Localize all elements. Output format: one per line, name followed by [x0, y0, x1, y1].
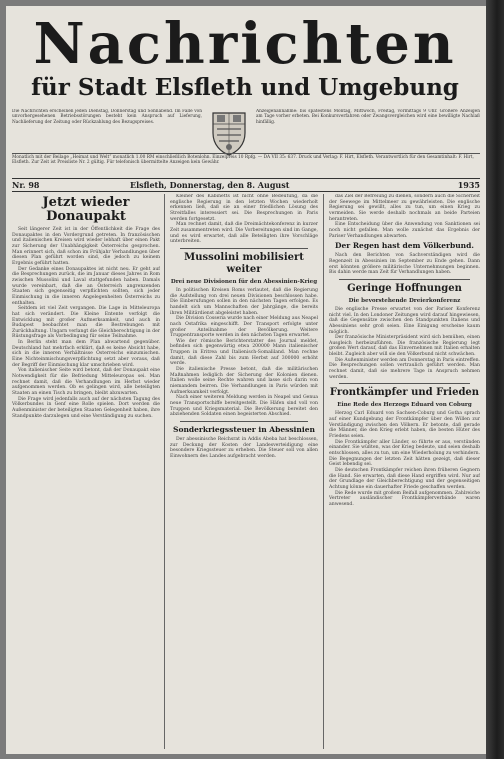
article-separator: [339, 383, 470, 384]
article-separator: [339, 279, 470, 280]
issue-number: Nr. 98: [12, 180, 40, 190]
article-paragraph: Eine Entscheidung über die Anwendung von Sanktionen sei noch nicht gefallen. Man wolle zunächst das Ergebnis der Pariser Verhandlungen abwarten.: [329, 222, 480, 239]
column-rule: [323, 194, 324, 749]
article-paragraph: Wie der römische Berichterstatter des Journal meldet, befinden sich gegenwärtig etwa 200000 Mann italienischer Truppen in Eritrea und Italienisch-Somaliland. Man rechne damit, daß diese Zahl bis zum Herbst auf 300000 erhöht werde.: [170, 338, 318, 367]
article-paragraph: Die Division Cosseria wurde nach einer Meldung aus Neapel nach Ostafrika eingeschifft. Der Transport erfolgte unter großer Anteilnahme der Bevölkerung. Weitere Truppentransporte werden in den nächsten Tagen erwartet.: [170, 316, 318, 339]
article-paragraph: Der Gedanke eines Donaupaktes ist nicht neu. Er geht auf die Besprechungen zurück, die im Januar dieses Jahres in Rom zwischen Mussolini und Laval stattgefunden haben. Damals wurde vereinbart, daß die an Österreich angrenzenden Staaten sich gegenseitig verpflichten sollten, sich jeder Einmischung in die inneren Angelegenheiten Österreichs zu enthalten.: [12, 266, 160, 306]
column-rule: [164, 194, 165, 749]
headline-donaupakt: Jetzt wieder Donaupakt: [42, 195, 130, 224]
dateline-bar: [12, 178, 480, 192]
coat-of-arms-icon: [209, 109, 249, 157]
article-paragraph: Der abessinische Reichsrat in Addis Abeba hat beschlossen, zur Deckung der Kosten der Landesverteidigung eine besondere Kriegssteuer zu erheben. Die Steuer soll von allen Einwohnern des Landes aufgebracht werden.: [170, 437, 318, 459]
article-paragraph: Die italienische Presse betont, daß die militärischen Maßnahmen lediglich der Sicherung der Kolonien dienen. Italien wolle seine Rechte wahren und lasse sich darin von niemandem beirren. Die Verhandlungen in Paris würden mit Aufmerksamkeit verfolgt.: [170, 367, 318, 395]
subheadline-konferenz: Die bevorstehende Dreierkonferenz: [348, 297, 461, 304]
subheadline-rede: Eine Rede des Herzogs Eduard von Coburg: [337, 402, 472, 409]
article-paragraph: Seitdem ist viel Zeit vergangen. Die Lage in Mitteleuropa hat sich verändert. Die Kleine Entente verfolgt die Entwicklung mit großer Aufmerksamkeit, und auch in Budapest beobachtet man die Bestrebungen mit Zurückhaltung. Ungarn verlangt die Gleichberechtigung in der Rüstungsfrage als Vorbedingung für seine Teilnahme.: [12, 306, 160, 340]
masthead-subtitle: für Stadt Elsfleth und Umgebung: [31, 74, 459, 101]
article-paragraph: Seit längerer Zeit ist in der Öffentlichkeit die Frage des Donaupaktes in den Vordergrund getreten. In französischen und italienischen Kreisen wird wieder lebhaft über einen Pakt zur Sicherung der Unabhängigkeit Österreichs gesprochen. Man erinnert sich, daß schon im Frühjahr Verhandlungen über diesen Plan geführt worden sind, die jedoch zu keinem Ergebnis geführt hatten.: [12, 227, 160, 266]
headline-mussolini: Mussolini mobilisiert weiter: [184, 251, 304, 275]
headline-regen: Der Regen hast dem Völkerbund.: [334, 241, 474, 251]
article-paragraph: Die Frage wird jedenfalls auch auf der nächsten Tagung des Völkerbundes in Genf eine Rolle spielen. Dort werden die Außenminister der beteiligten Staaten Gelegenheit haben, ihre Standpunkte darzulegen und eine Verständigung zu suchen.: [12, 396, 160, 419]
masthead-title: Nachrichten: [33, 14, 457, 74]
scanner-binding-edge: [486, 0, 504, 759]
article-paragraph: Man rechnet damit, daß die Dreimächtekonferenz in kurzer Zeit zusammentreten wird. Die Vorbereitungen sind im Gange, und es wird erwartet, daß alle Beteiligten ihre Vorschläge unterbreiten.: [170, 222, 318, 245]
article-paragraph: Die deutschen Frontkämpfer reichen ihren früheren Gegnern die Hand. Sie erwarten, daß diese Hand ergriffen wird. Nur auf der Grundlage der Gleichberechtigung und der gegenseitigen Achtung könne ein dauerhafter Friede geschaffen werden.: [329, 467, 480, 490]
article-paragraph: Die englische Presse erwartet von der Pariser Konferenz nicht viel. In den Londoner Zeitungen wird darauf hingewiesen, daß die Gegensätze zwischen den Standpunkten Italiens und Abessiniens sehr groß seien. Eine Einigung erscheine kaum möglich.: [329, 306, 480, 335]
publication-info: Die Nachrichten erscheinen jeden Dienstag, Donnerstag und Sonnabend. Im Falle von unvorhergesehenen Betriebsstörungen besteht kein Anspruch auf Lieferung, Nachlieferung der Zeitung oder Rückzahlung des Bezugspreises.: [12, 109, 202, 125]
article-paragraph: Von italienischer Seite wird betont, daß der Donaupakt eine Notwendigkeit für die Befriedung Mitteleuropas sei. Man rechnet damit, daß die Verhandlungen im Herbst wieder aufgenommen werden. Ob es gelingen wird, alle beteiligten Staaten an einen Tisch zu bringen, bleibt abzuwarten.: [12, 368, 160, 397]
article-paragraph: Nach einer weiteren Meldung werden in Neapel und Genua neue Transportschiffe bereitgestellt. Die Häfen sind voll von Truppen und Kriegsmaterial. Die Bevölkerung bereitet den abziehenden Soldaten einen begeisterten Abschied.: [170, 395, 318, 418]
article-paragraph: Die Rede wurde mit großem Beifall aufgenommen. Zahlreiche Vertreter ausländischer Frontkämpferverbände waren anwesend.: [329, 490, 480, 507]
issue-year: 1935: [457, 180, 480, 190]
article-paragraph: Kleiner des Kabinetts ist nicht ohne Bedeutung, da die englische Regierung in den letzten Wochen wiederholt erkennen ließ, daß sie an einer friedlichen Lösung des Streitfalles interessiert sei. Die Besprechungen in Paris werden fortgesetzt.: [170, 194, 318, 222]
headline-frontkaempfer: Frontkämpfer und Frieden: [329, 387, 480, 399]
article-paragraph: In Berlin steht man dem Plan abwartend gegenüber. Deutschland hat mehrfach erklärt, daß es keine Absicht habe, sich in die inneren Verhältnisse Österreichs einzumischen. Eine Nichteinmischungsverpflichtung setzt aber voraus, daß der Begriff der Einmischung klar umschrieben wird.: [12, 340, 160, 368]
article-separator: [180, 421, 308, 422]
issue-date: Elsfleth, Donnerstag, den 8. August: [130, 180, 290, 190]
column-3: [329, 194, 480, 749]
subheadline-divisions: Drei neue Divisionen für den Abessinien-Krieg: [170, 278, 318, 285]
article-paragraph: Der französische Ministerpräsident wird sich bemühen, einen Ausgleich herbeizuführen. Die französische Regierung legt großen Wert darauf, daß das Einvernehmen mit Italien erhalten bleibt. Zugleich aber will sie den Völkerbund nicht schwächen.: [329, 335, 480, 358]
column-2: [170, 194, 318, 749]
article-paragraph: In politischen Kreisen Roms verlautet, daß die Regierung die Aufstellung von drei neuen Divisionen beschlossen habe. Die Einberufungen sollen in den nächsten Tagen erfolgen. Es handelt sich um Mannschaften der Jahrgänge, die bereits ihren Militärdienst abgeleistet haben.: [170, 287, 318, 316]
article-paragraph: Die Außenminister werden am Donnerstag in Paris eintreffen. Die Besprechungen sollen vertraulich geführt werden. Man rechnet damit, daß sie mehrere Tage in Anspruch nehmen werden.: [329, 357, 480, 380]
article-paragraph: Herzog Carl Eduard von Sachsen-Coburg und Gotha sprach auf einer Kundgebung der Frontkämpfer über den Willen zur Verständigung zwischen den Völkern. Er betonte, daß gerade die Männer, die den Krieg erlebt haben, die besten Hüter des Friedens seien.: [329, 411, 480, 440]
advertising-info: Anzeigenannahme: bis spätestens Montag, Mittwoch, Freitag, vormittags 9 Uhr. Größere Anzeigen am Tage vorher erbeten. Bei Konkursverfahren oder Zwangsvergleichen wird eine bewilligte Nachlaß hinfällig.: [256, 109, 480, 125]
subscription-notice: Monatlich mit der Beilage „Heimat und Welt“ monatlich 1.00 RM einschließlich Botenlohn. Einzelpreis 10 Rpfg. — DA VII 35: 637. Druck und Verlag: F. Hirt, Elsfleth. Verantwortlich für den Gesamtinhalt: F. Hirt, Elsfleth. Zur Zeit ist Preisliste Nr. 2 gültig. Für telefonisch übermittelte Anzeigen kein Gewähr.: [12, 153, 480, 177]
article-paragraph: Nach den Berichten von Sachverständigen wird die Regenzeit in Abessinien im September zu Ende gehen. Dann erst könnten größere militärische Unternehmungen beginnen. Bis dahin werde man Zeit für Verhandlungen haben.: [329, 253, 480, 276]
newspaper-page: [6, 6, 486, 754]
article-paragraph: das Ziel der Befreiung zu dienen, sondern auch die Sicherheit der Seewege im Mittelmeer zu gewährleisten. Die englische Regierung sei gewillt, alles zu tun, um einen Krieg zu vermeiden. Sie werde deshalb nochmals an beide Parteien herantreten.: [329, 194, 480, 222]
column-1: [12, 194, 160, 749]
headline-hoffnungen: Geringe Hoffnungen: [347, 282, 462, 294]
article-separator: [180, 248, 308, 249]
headline-kriegssteuer: Sonderkriegssteuer in Abessinien: [173, 425, 315, 434]
article-paragraph: Die Frontkämpfer aller Länder, so führte er aus, verstünden einander. Sie wüßten, was der Krieg bedeute, und seien deshalb entschlossen, alles zu tun, um eine Wiederholung zu verhindern. Die Begegnungen der letzten Zeit hätten gezeigt, daß dieser Geist lebendig sei.: [329, 439, 480, 468]
